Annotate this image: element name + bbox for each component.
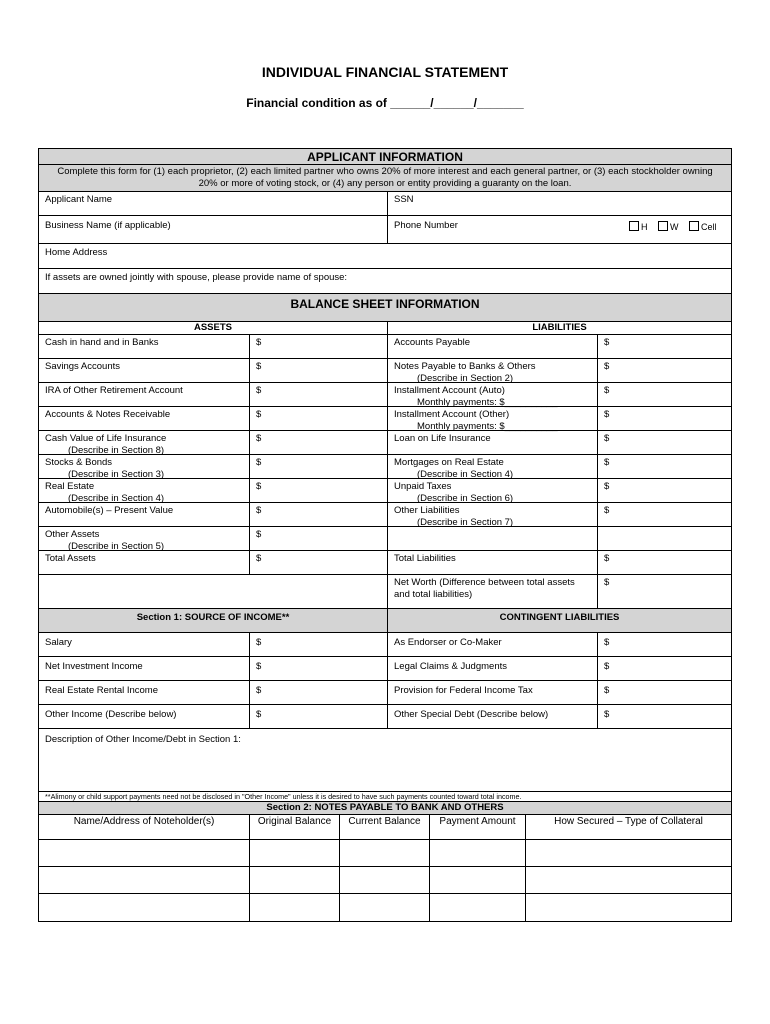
income-value[interactable]	[249, 681, 387, 704]
liability-label: Unpaid Taxes	[394, 481, 452, 492]
asset-value[interactable]	[249, 335, 387, 358]
notes-payable-cell[interactable]	[339, 840, 429, 866]
notes-payable-cell[interactable]	[525, 894, 731, 921]
liability-item	[387, 359, 597, 382]
phone-work-checkbox[interactable]	[658, 221, 668, 231]
other-income-description-field[interactable]: Description of Other Income/Debt in Section 1:	[45, 734, 241, 745]
balance-row	[39, 335, 731, 359]
col-collateral: How Secured – Type of Collateral	[525, 815, 731, 839]
asset-item	[39, 407, 249, 430]
asset-value[interactable]	[249, 383, 387, 406]
income-row	[39, 657, 731, 681]
spouse-row	[39, 269, 731, 294]
asset-item	[39, 335, 249, 358]
asset-label: Stocks & Bonds	[45, 457, 113, 468]
balance-row	[39, 359, 731, 383]
liability-item	[387, 551, 597, 574]
liability-label: (Describe in Section 7)	[417, 516, 514, 528]
notes-payable-cell[interactable]	[525, 867, 731, 893]
assets-liabilities-header	[39, 322, 731, 335]
financial-condition-date: Financial condition as of ______/______/_______	[246, 96, 524, 110]
asset-dollar: $	[256, 385, 262, 396]
asset-label: Total Assets	[45, 553, 96, 564]
liability-dollar: $	[604, 553, 610, 564]
notes-payable-header: Section 2: NOTES PAYABLE TO BANK AND OTHERS	[39, 802, 731, 815]
balance-sheet-header: BALANCE SHEET INFORMATION	[39, 294, 731, 322]
liability-dollar: $	[604, 433, 610, 444]
notes-payable-entry-row	[39, 867, 731, 894]
income-row	[39, 633, 731, 657]
liability-label: Total Liabilities	[394, 553, 456, 564]
ssn-field[interactable]: SSN	[387, 192, 731, 215]
asset-item	[39, 455, 249, 478]
asset-dollar: $	[256, 457, 262, 468]
liability-label: Accounts Payable	[394, 337, 471, 348]
asset-label: Savings Accounts	[45, 361, 120, 372]
asset-item	[39, 359, 249, 382]
asset-value[interactable]	[249, 479, 387, 502]
asset-value[interactable]	[249, 527, 387, 550]
asset-item	[39, 479, 249, 502]
col-original-balance: Original Balance	[249, 815, 339, 839]
business-phone-row	[39, 216, 731, 244]
applicant-instructions: Complete this form for (1) each proprietor, (2) each limited partner who owns 20% of more interest and each general partner, or (3) each stockholder owning 20% or more of voting stock, or (4) any person or entity providing a guaranty on the loan.	[39, 165, 731, 192]
asset-label: Automobile(s) – Present Value	[45, 505, 174, 516]
liability-label: Notes Payable to Banks & Others	[394, 361, 536, 372]
income-label: Other Income (Describe below)	[45, 709, 177, 720]
liability-value[interactable]	[597, 479, 731, 502]
asset-dollar: $	[256, 553, 262, 564]
asset-dollar: $	[256, 481, 262, 492]
home-address-field[interactable]: Home Address	[45, 247, 108, 258]
balance-row	[39, 383, 731, 407]
asset-item	[39, 431, 249, 454]
liability-value[interactable]	[597, 359, 731, 382]
notes-payable-cell[interactable]	[339, 894, 429, 921]
net-worth-row	[39, 575, 731, 609]
asset-item	[39, 503, 249, 526]
spouse-name-field[interactable]: If assets are owned jointly with spouse, please provide name of spouse:	[45, 272, 348, 283]
liability-dollar: $	[604, 457, 610, 468]
income-value[interactable]	[249, 657, 387, 680]
asset-label: (Describe in Section 8)	[68, 444, 165, 456]
phone-number-label: Phone Number	[394, 220, 458, 231]
income-dollar: $	[256, 685, 262, 696]
liability-value[interactable]	[597, 335, 731, 358]
asset-item	[39, 551, 249, 574]
notes-payable-cell[interactable]	[429, 894, 525, 921]
asset-item	[39, 383, 249, 406]
liability-item	[387, 527, 597, 550]
net-worth-value[interactable]: $	[597, 575, 731, 608]
asset-label: Cash in hand and in Banks	[45, 337, 159, 348]
asset-dollar: $	[256, 409, 262, 420]
income-dollar: $	[256, 709, 262, 720]
contingent-label: Provision for Federal Income Tax	[387, 681, 597, 704]
balance-row	[39, 479, 731, 503]
asset-label: (Describe in Section 4)	[68, 492, 165, 504]
notes-payable-cell[interactable]	[39, 894, 249, 921]
contingent-value[interactable]	[597, 657, 731, 680]
balance-row	[39, 503, 731, 527]
asset-label: IRA of Other Retirement Account	[45, 385, 183, 396]
asset-dollar: $	[256, 505, 262, 516]
asset-value[interactable]	[249, 431, 387, 454]
contingent-label: Legal Claims & Judgments	[387, 657, 597, 680]
notes-payable-cell[interactable]	[525, 840, 731, 866]
liability-value[interactable]	[597, 551, 731, 574]
asset-dollar: $	[256, 433, 262, 444]
asset-item	[39, 527, 249, 550]
income-label: Real Estate Rental Income	[45, 685, 159, 696]
contingent-dollar: $	[604, 709, 610, 720]
asset-value[interactable]	[249, 359, 387, 382]
liability-label: Installment Account (Auto)	[394, 385, 505, 396]
phone-cell-checkbox[interactable]	[689, 221, 699, 231]
asset-label: Other Assets	[45, 529, 100, 540]
income-value[interactable]	[249, 633, 387, 656]
balance-row	[39, 527, 731, 551]
other-income-description-row	[39, 729, 731, 792]
col-noteholder: Name/Address of Noteholder(s)	[73, 816, 215, 827]
source-of-income-header: Section 1: SOURCE OF INCOME**	[136, 612, 290, 623]
notes-payable-cell[interactable]	[39, 840, 249, 866]
applicant-name-field[interactable]: Applicant Name	[45, 194, 113, 205]
asset-value[interactable]	[249, 407, 387, 430]
liability-value[interactable]	[597, 383, 731, 406]
form-title: INDIVIDUAL FINANCIAL STATEMENT	[261, 64, 509, 80]
contingent-value[interactable]	[597, 633, 731, 656]
liability-item	[387, 431, 597, 454]
income-dollar: $	[256, 637, 262, 648]
phone-home-checkbox[interactable]	[629, 221, 639, 231]
phone-cell-label: Cell	[701, 222, 717, 232]
col-payment-amount: Payment Amount	[429, 815, 525, 839]
asset-value[interactable]	[249, 455, 387, 478]
income-value[interactable]	[249, 705, 387, 728]
liability-dollar: $	[604, 481, 610, 492]
balance-sheet-body	[39, 322, 731, 575]
liability-dollar: $	[604, 337, 610, 348]
liability-item	[387, 479, 597, 502]
liability-label: Mortgages on Real Estate	[394, 457, 504, 468]
notes-payable-columns	[39, 815, 731, 840]
notes-payable-body	[39, 840, 731, 921]
notes-payable-entry-row	[39, 840, 731, 867]
asset-dollar: $	[256, 529, 262, 540]
liability-label: (Describe in Section 4)	[417, 468, 514, 480]
income-label: Salary	[45, 637, 72, 648]
asset-label: Cash Value of Life Insurance	[45, 433, 167, 444]
liability-item	[387, 455, 597, 478]
net-worth-label: Net Worth (Difference between total assets and total liabilities)	[387, 575, 597, 608]
applicant-info-header: APPLICANT INFORMATION	[39, 149, 731, 165]
balance-row	[39, 407, 731, 431]
income-row	[39, 681, 731, 705]
liability-value[interactable]	[597, 527, 731, 550]
business-name-field[interactable]: Business Name (if applicable)	[45, 220, 171, 231]
liability-value[interactable]	[597, 431, 731, 454]
income-header-row	[39, 609, 731, 633]
contingent-dollar: $	[604, 637, 610, 648]
asset-label: Real Estate	[45, 481, 95, 492]
contingent-value[interactable]	[597, 681, 731, 704]
contingent-dollar: $	[604, 685, 610, 696]
asset-dollar: $	[256, 361, 262, 372]
liability-label: Loan on Life Insurance	[394, 433, 491, 444]
contingent-label: As Endorser or Co-Maker	[387, 633, 597, 656]
liability-dollar: $	[604, 409, 610, 420]
alimony-footnote: **Alimony or child support payments need not be disclosed in "Other Income" unless it is desired to have such payments counted toward total income.	[39, 792, 731, 802]
notes-payable-cell[interactable]	[249, 840, 339, 866]
assets-label: ASSETS	[193, 322, 232, 333]
liability-item	[387, 407, 597, 430]
liability-label: (Describe in Section 6)	[417, 492, 514, 504]
contingent-liabilities-header: CONTINGENT LIABILITIES	[387, 609, 731, 632]
income-body	[39, 633, 731, 729]
applicant-name-row	[39, 192, 731, 216]
liability-value[interactable]	[597, 503, 731, 526]
liability-item	[387, 503, 597, 526]
balance-row	[39, 455, 731, 479]
liability-value[interactable]	[597, 407, 731, 430]
phone-home-label: H	[641, 222, 648, 232]
liability-label: Monthly payments: $__________	[417, 396, 558, 408]
liability-label: Other Liabilities	[394, 505, 460, 516]
contingent-label: Other Special Debt (Describe below)	[387, 705, 597, 728]
asset-label: (Describe in Section 3)	[68, 468, 165, 480]
notes-payable-cell[interactable]	[429, 867, 525, 893]
asset-dollar: $	[256, 337, 262, 348]
asset-value[interactable]	[249, 551, 387, 574]
income-row	[39, 705, 731, 729]
notes-payable-cell[interactable]	[429, 840, 525, 866]
liability-label: (Describe in Section 2)	[417, 372, 514, 384]
phone-work-label: W	[670, 222, 679, 232]
notes-payable-cell[interactable]	[249, 894, 339, 921]
liability-item	[387, 383, 597, 406]
home-address-row	[39, 244, 731, 269]
liabilities-label: LIABILITIES	[387, 322, 731, 334]
asset-label: Accounts & Notes Receivable	[45, 409, 171, 420]
col-current-balance: Current Balance	[339, 815, 429, 839]
liability-dollar: $	[604, 385, 610, 396]
contingent-dollar: $	[604, 661, 610, 672]
financial-statement-form	[38, 148, 732, 922]
notes-payable-cell[interactable]	[39, 867, 249, 893]
liability-dollar: $	[604, 505, 610, 516]
asset-value[interactable]	[249, 503, 387, 526]
notes-payable-cell[interactable]	[339, 867, 429, 893]
balance-row	[39, 431, 731, 455]
liability-label: Monthly payments: $__________	[417, 420, 558, 432]
income-dollar: $	[256, 661, 262, 672]
notes-payable-entry-row	[39, 894, 731, 921]
income-label: Net Investment Income	[45, 661, 143, 672]
liability-dollar: $	[604, 361, 610, 372]
liability-value[interactable]	[597, 455, 731, 478]
phone-type-options	[629, 221, 717, 232]
notes-payable-cell[interactable]	[249, 867, 339, 893]
liability-label: Installment Account (Other)	[394, 409, 510, 420]
contingent-value[interactable]	[597, 705, 731, 728]
asset-label: (Describe in Section 5)	[68, 540, 165, 552]
liability-item	[387, 335, 597, 358]
balance-row	[39, 551, 731, 575]
